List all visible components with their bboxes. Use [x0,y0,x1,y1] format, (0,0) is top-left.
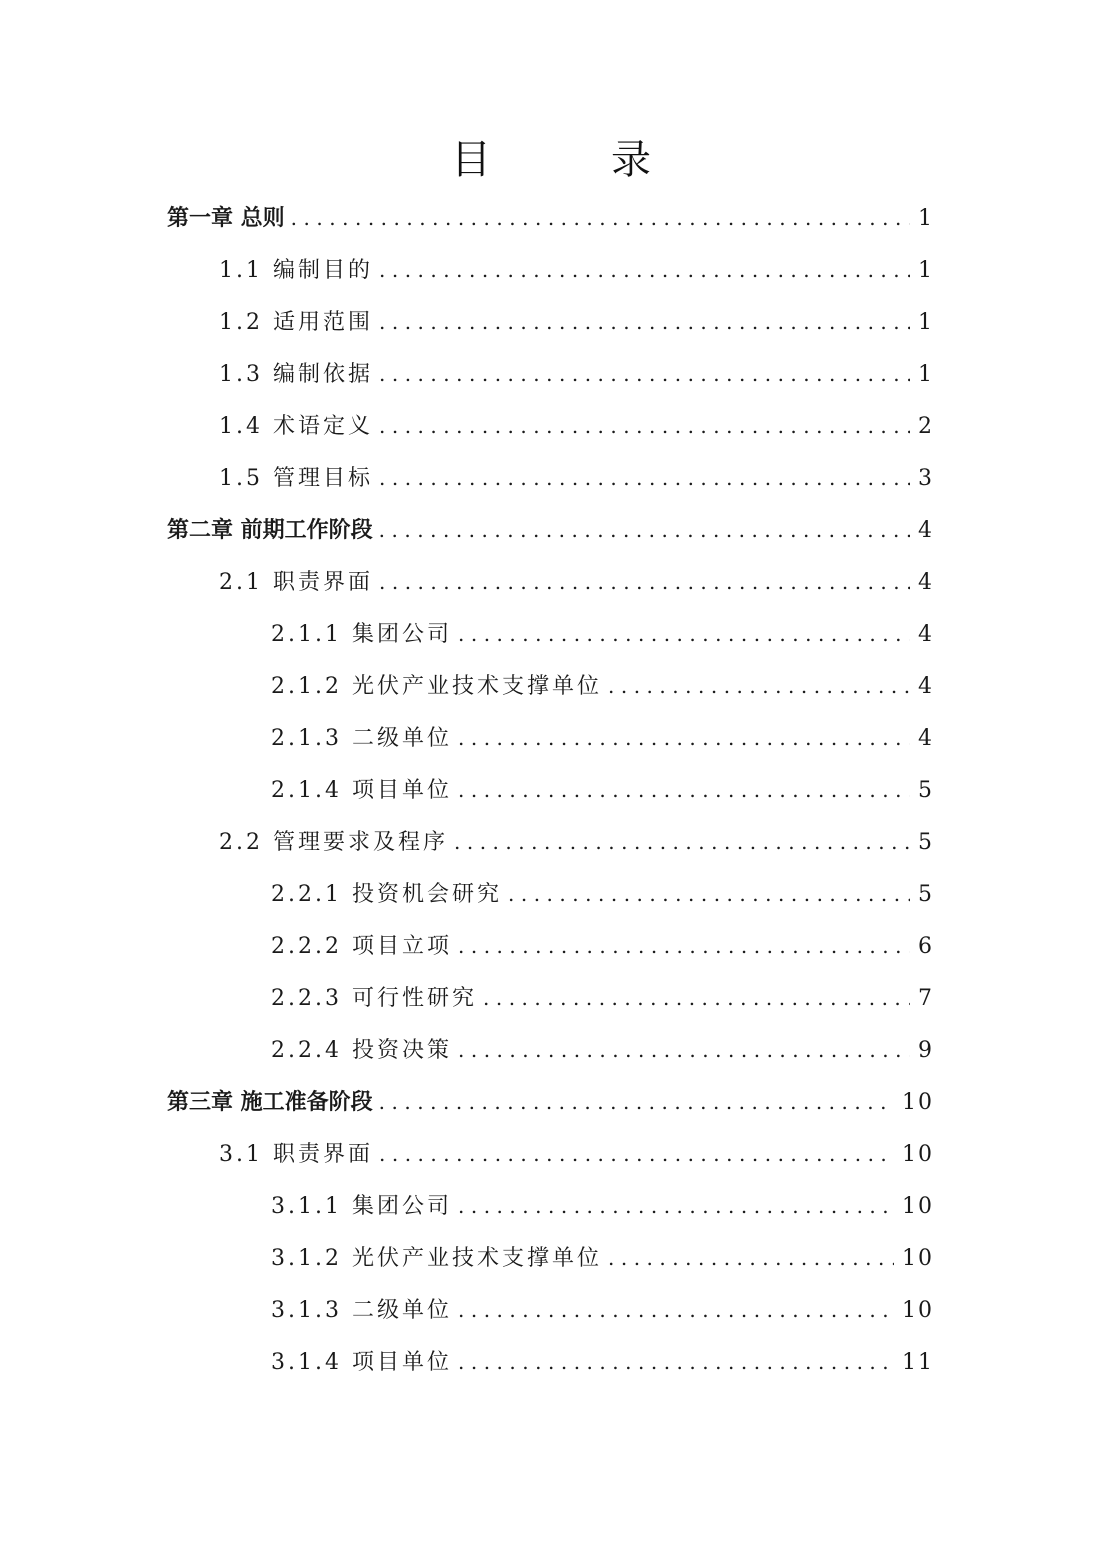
toc-entry-title: 1.1 编制目的 [219,258,373,283]
toc-dot-leader [291,198,910,238]
toc-entry-title: 2.2 管理要求及程序 [219,830,448,855]
toc-dot-leader [379,302,910,342]
toc-page-number: 4 [918,674,934,699]
toc-dot-leader [608,1238,894,1278]
toc-entry-title: 第三章 施工准备阶段 [167,1090,373,1115]
toc-page-number: 3 [918,466,934,491]
toc-dot-leader [483,978,910,1018]
toc-page-number: 10 [902,1194,934,1219]
toc-dot-leader [454,822,910,862]
toc-page-number: 4 [918,570,934,595]
toc-dot-leader [458,1186,894,1226]
toc-entry[interactable] [271,1238,934,1278]
toc-page-number: 1 [918,206,934,231]
toc-entry-title: 2.2.2 项目立项 [271,934,452,959]
toc-dot-leader [379,1082,894,1122]
toc-entry-title: 2.1.3 二级单位 [271,726,452,751]
toc-entry-title: 2.2.4 投资决策 [271,1038,452,1063]
toc-page-number: 4 [918,518,934,543]
toc-page-number: 5 [918,830,934,855]
toc-entry-title: 2.1.4 项目单位 [271,778,452,803]
toc-entry[interactable] [219,354,934,394]
toc-entry[interactable] [219,1134,934,1174]
toc-entry-title: 1.3 编制依据 [219,362,373,387]
toc-page-number: 5 [918,882,934,907]
toc-entry[interactable] [167,1082,934,1122]
toc-entry-title: 3.1 职责界面 [219,1142,373,1167]
toc-dot-leader [458,1030,910,1070]
toc-page-number: 2 [918,414,934,439]
toc-page-number: 10 [902,1246,934,1271]
toc-entry-title: 第二章 前期工作阶段 [167,518,373,543]
toc-page-number: 6 [918,934,934,959]
toc-title: 目 录 [451,137,691,183]
toc-entry-title: 2.1.1 集团公司 [271,622,452,647]
toc-dot-leader [508,874,910,914]
toc-entry-title: 1.2 适用范围 [219,310,373,335]
toc-entry-title: 3.1.1 集团公司 [271,1194,452,1219]
toc-dot-leader [379,458,910,498]
toc-entry[interactable] [167,198,934,238]
toc-entry-title: 2.2.1 投资机会研究 [271,882,502,907]
toc-page-number: 1 [918,258,934,283]
toc-dot-leader [458,770,910,810]
toc-entry-title: 2.2.3 可行性研究 [271,986,477,1011]
toc-dot-leader [458,926,910,966]
toc-dot-leader [379,510,910,550]
toc-entry-title: 1.4 术语定义 [219,414,373,439]
toc-entry[interactable] [271,926,934,966]
toc-page-number: 9 [918,1038,934,1063]
toc-entry[interactable] [271,874,934,914]
toc-page-number: 10 [902,1298,934,1323]
toc-dot-leader [379,1134,894,1174]
toc-entry-title: 3.1.2 光伏产业技术支撑单位 [271,1246,602,1271]
toc-entry-title: 第一章 总则 [167,206,285,231]
toc-entry-title: 1.5 管理目标 [219,466,373,491]
toc-dot-leader [379,354,910,394]
toc-entry[interactable] [219,562,934,602]
toc-page-number: 4 [918,622,934,647]
toc-entry[interactable] [219,458,934,498]
toc-entry-title: 2.1.2 光伏产业技术支撑单位 [271,674,602,699]
toc-dot-leader [379,562,910,602]
toc-page-number: 4 [918,726,934,751]
toc-entry[interactable] [271,1290,934,1330]
toc-entry[interactable] [271,978,934,1018]
toc-entry[interactable] [271,1030,934,1070]
toc-entry[interactable] [271,1186,934,1226]
toc-page-number: 11 [902,1350,934,1375]
toc-entry[interactable] [271,770,934,810]
toc-entry[interactable] [219,406,934,446]
toc-dot-leader [458,1290,894,1330]
toc-page-number: 10 [902,1090,934,1115]
toc-entry-title: 3.1.3 二级单位 [271,1298,452,1323]
toc-entry-title: 3.1.4 项目单位 [271,1350,452,1375]
toc-entry[interactable] [219,822,934,862]
toc-entry[interactable] [271,614,934,654]
toc-entry[interactable] [271,666,934,706]
toc-dot-leader [379,406,910,446]
toc-page-number: 1 [918,310,934,335]
toc-page-number: 5 [918,778,934,803]
toc-page-number: 10 [902,1142,934,1167]
toc-dot-leader [458,1342,894,1382]
toc-page-number: 1 [918,362,934,387]
toc-dot-leader [458,614,910,654]
toc-entry[interactable] [219,250,934,290]
toc-entry-title: 2.1 职责界面 [219,570,373,595]
toc-entry[interactable] [271,718,934,758]
toc-dot-leader [608,666,910,706]
toc-dot-leader [458,718,910,758]
toc-entry[interactable] [219,302,934,342]
toc-entry[interactable] [167,510,934,550]
toc-entry[interactable] [271,1342,934,1382]
toc-dot-leader [379,250,910,290]
toc-page-number: 7 [918,986,934,1011]
